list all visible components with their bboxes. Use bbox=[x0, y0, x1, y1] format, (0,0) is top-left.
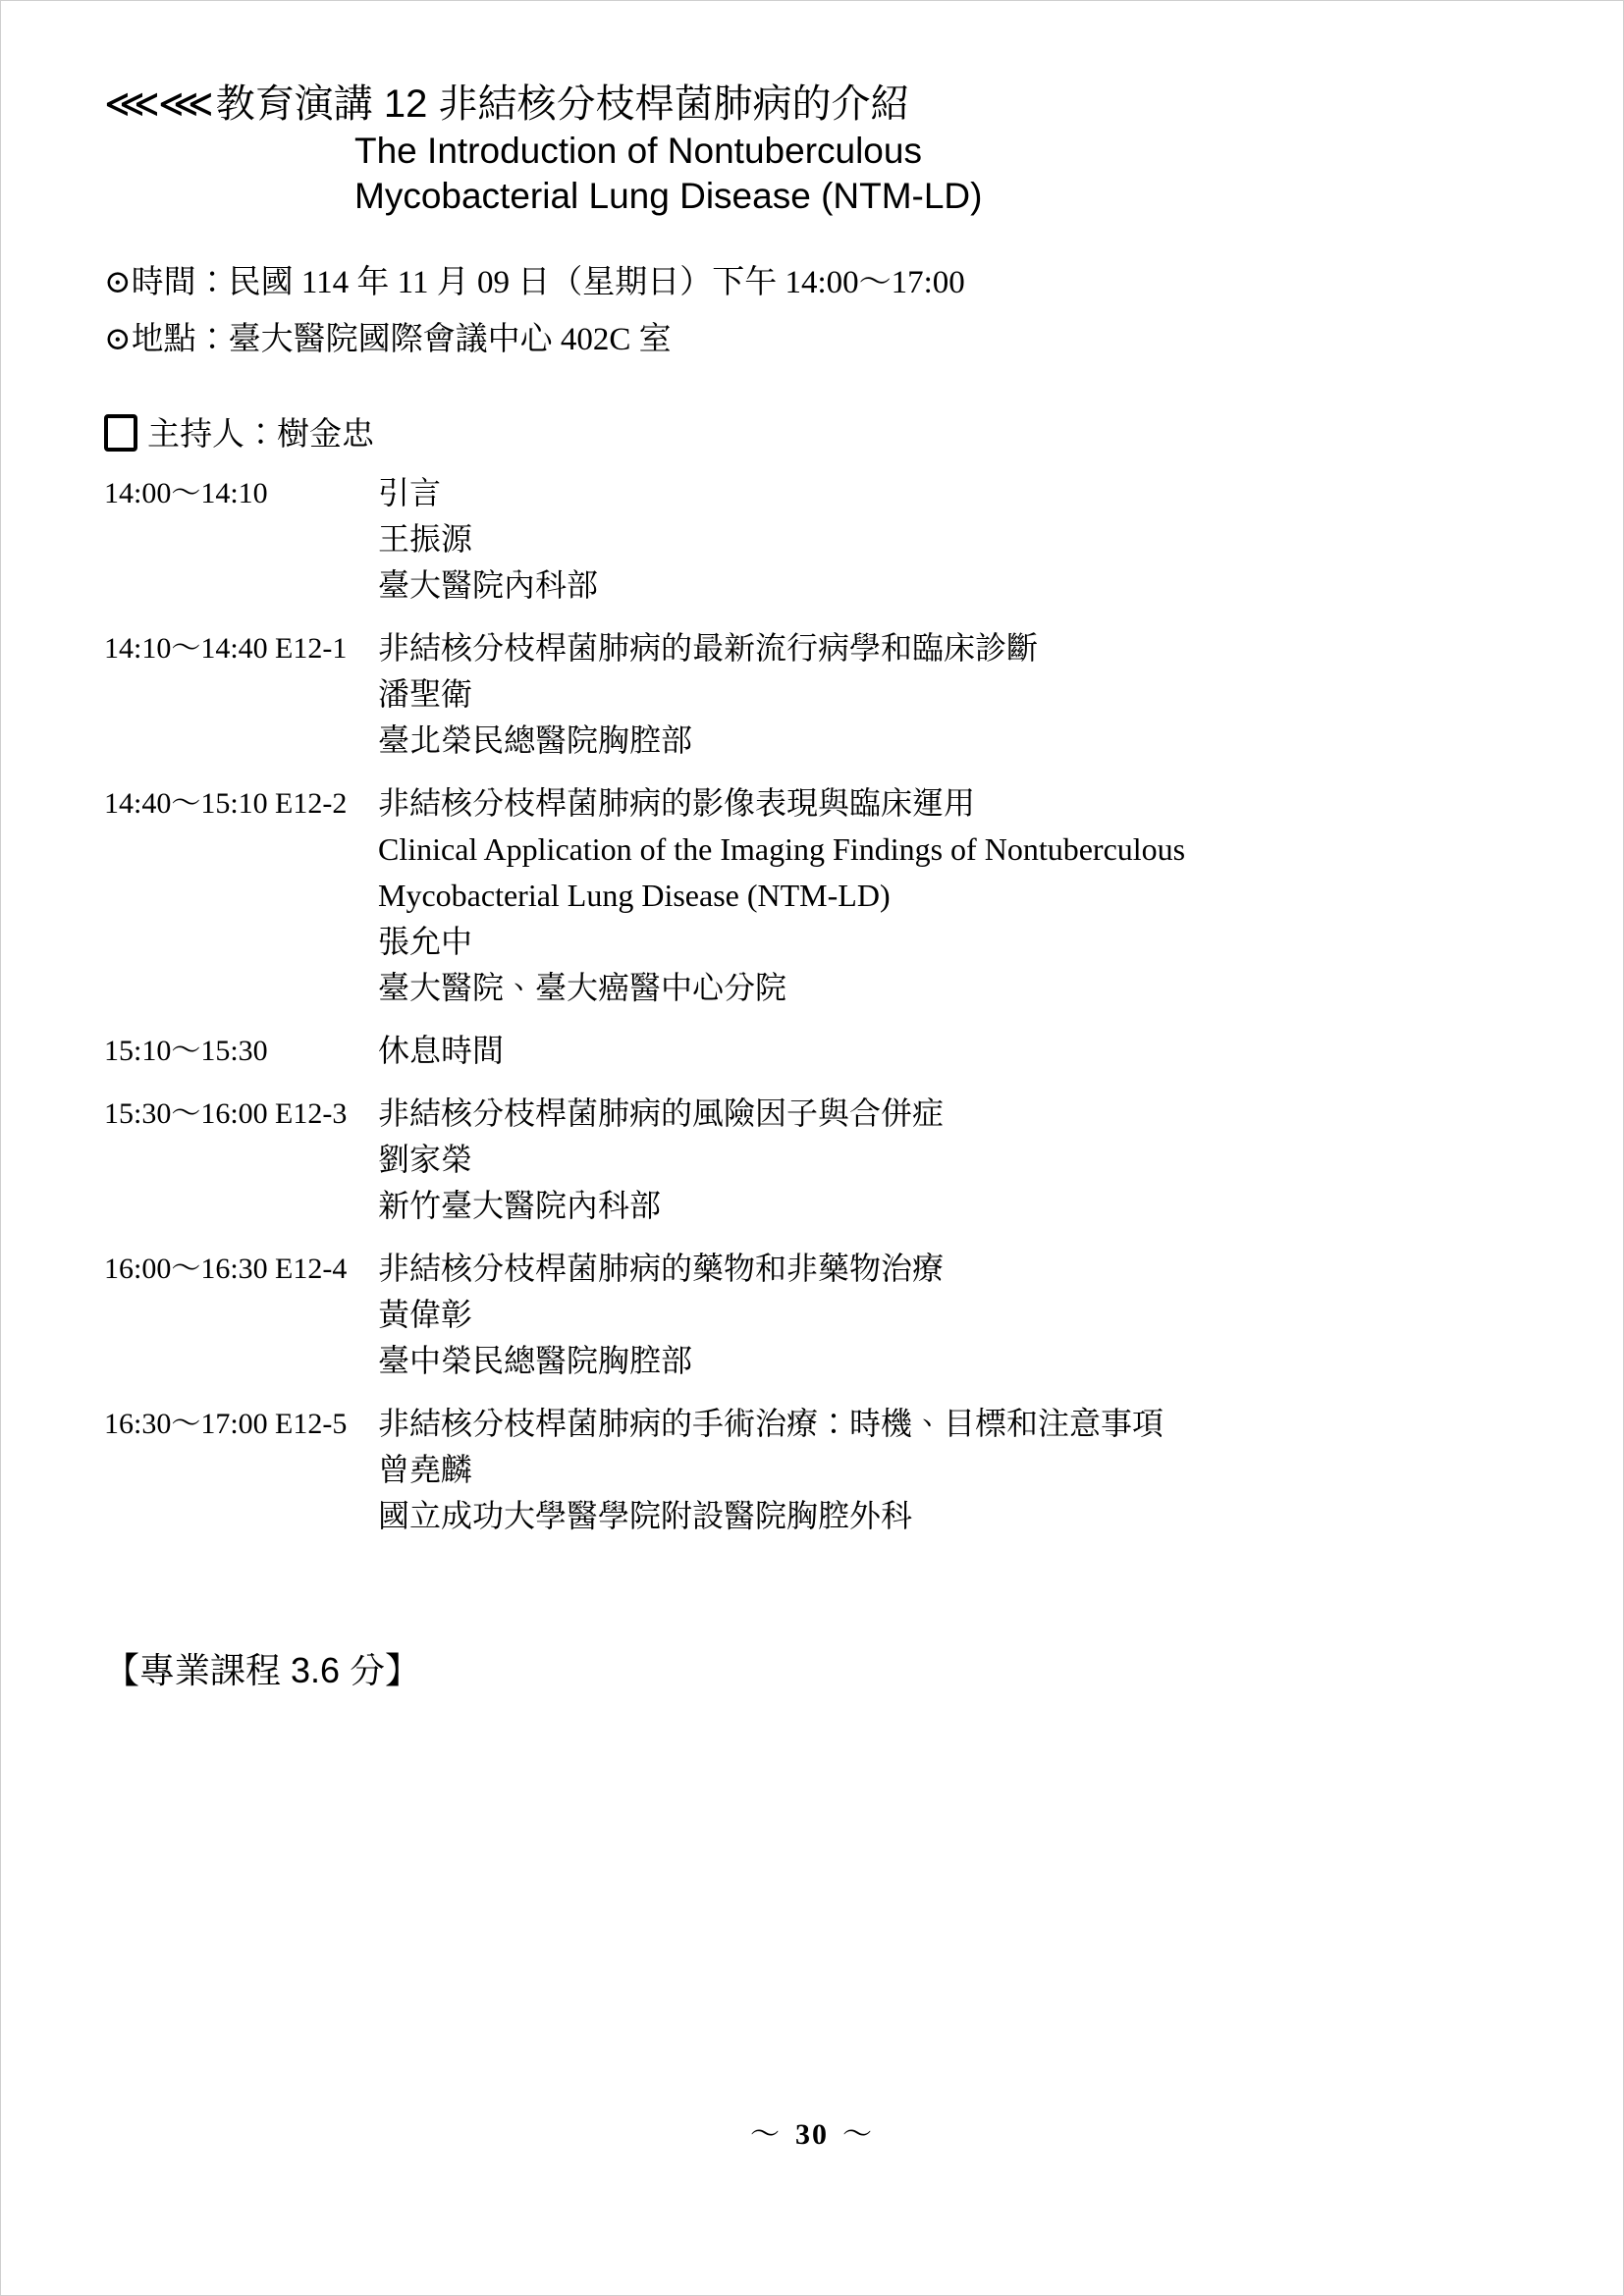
session-line: 劉家榮 bbox=[378, 1142, 473, 1177]
footer-tilde-right: ～ bbox=[842, 2118, 874, 2151]
schedule-row bbox=[104, 625, 1525, 764]
event-location-label: ⊙地點： bbox=[104, 322, 229, 357]
moderator-name: 樹金忠 bbox=[277, 417, 374, 453]
session-line: 王振源 bbox=[378, 521, 473, 557]
schedule-row bbox=[104, 470, 1525, 609]
session-time: 15:10～15:30 bbox=[104, 1035, 268, 1067]
session-details bbox=[378, 780, 1525, 1011]
session-line: 休息時間 bbox=[378, 1033, 505, 1068]
session-line: 臺中榮民總醫院胸腔部 bbox=[378, 1343, 693, 1378]
credit-note: 【專業課程 3.6 分】 bbox=[104, 1650, 421, 1690]
session-time: 16:30～17:00 bbox=[104, 1408, 268, 1440]
session-line: 黃偉彰 bbox=[378, 1297, 473, 1332]
session-code: E12-4 bbox=[275, 1253, 348, 1285]
session-line: Mycobacterial Lung Disease (NTM-LD) bbox=[378, 878, 891, 913]
session-line: 引言 bbox=[378, 475, 442, 510]
event-info bbox=[104, 254, 1525, 368]
session-code: E12-2 bbox=[275, 787, 348, 820]
event-location-line bbox=[104, 311, 1525, 368]
session-line: 非結核分枝桿菌肺病的最新流行病學和臨床診斷 bbox=[378, 630, 1039, 666]
session-line: 潘聖衛 bbox=[378, 676, 473, 712]
session-time: 14:00～14:10 bbox=[104, 477, 268, 509]
session-line: 臺大醫院、臺大癌醫中心分院 bbox=[378, 970, 787, 1005]
session-details bbox=[378, 1091, 1525, 1229]
footer-tilde-left: ～ bbox=[750, 2118, 782, 2151]
session-code: E12-1 bbox=[275, 632, 348, 665]
schedule-row bbox=[104, 1401, 1525, 1539]
session-line: 曾堯麟 bbox=[378, 1452, 473, 1487]
schedule-row bbox=[104, 1246, 1525, 1384]
session-line: 非結核分枝桿菌肺病的風險因子與合併症 bbox=[378, 1095, 945, 1131]
session-line: 國立成功大學醫學院附設醫院胸腔外科 bbox=[378, 1498, 913, 1533]
event-time-label: ⊙時間： bbox=[104, 265, 229, 300]
session-line: 新竹臺大醫院內科部 bbox=[378, 1188, 662, 1223]
session-time: 15:30～16:00 bbox=[104, 1097, 268, 1130]
session-code bbox=[275, 1028, 353, 1074]
session-line: 臺大醫院內科部 bbox=[378, 567, 599, 603]
event-location-value: 臺大醫院國際會議中心 402C 室 bbox=[228, 322, 672, 357]
session-code: E12-3 bbox=[275, 1097, 348, 1130]
session-code bbox=[275, 470, 353, 609]
session-code: E12-5 bbox=[275, 1408, 348, 1440]
session-line: 張允中 bbox=[378, 924, 473, 959]
event-time-value: 民國 114 年 11 月 09 日（星期日）下午 14:00～17:00 bbox=[228, 265, 965, 300]
square-bullet-icon bbox=[104, 414, 137, 452]
event-time-line bbox=[104, 254, 1525, 311]
session-line: 非結核分枝桿菌肺病的手術治療：時機、目標和注意事項 bbox=[378, 1406, 1164, 1441]
session-line: 臺北榮民總醫院胸腔部 bbox=[378, 722, 693, 758]
schedule bbox=[104, 470, 1525, 1539]
session-time: 14:40～15:10 bbox=[104, 787, 268, 820]
moderator-line bbox=[104, 413, 1525, 456]
page-subtitle bbox=[354, 129, 1525, 219]
session-time: 16:00～16:30 bbox=[104, 1253, 268, 1285]
session-details bbox=[378, 1401, 1525, 1539]
session-line: 非結核分枝桿菌肺病的影像表現與臨床運用 bbox=[378, 785, 976, 821]
schedule-row bbox=[104, 780, 1525, 1011]
page-footer bbox=[1, 2109, 1623, 2153]
page-number: 30 bbox=[795, 2118, 829, 2151]
session-time: 14:10～14:40 bbox=[104, 632, 268, 665]
session-line: 非結核分枝桿菌肺病的藥物和非藥物治療 bbox=[378, 1251, 945, 1286]
schedule-row bbox=[104, 1028, 1525, 1074]
session-line: Clinical Application of the Imaging Findings of Nontuberculous bbox=[378, 831, 1186, 867]
page-subtitle-line2: Mycobacterial Lung Disease (NTM-LD) bbox=[354, 176, 983, 216]
session-details bbox=[378, 625, 1525, 764]
session-details bbox=[378, 1246, 1525, 1384]
page-title-text: 教育演講 12 非結核分枝桿菌肺病的介紹 bbox=[215, 82, 910, 126]
schedule-row bbox=[104, 1091, 1525, 1229]
chevrons-icon: ⋘⋘ bbox=[104, 82, 212, 126]
session-details bbox=[378, 470, 1525, 609]
page-subtitle-line1: The Introduction of Nontuberculous bbox=[354, 131, 922, 171]
moderator-label: 主持人： bbox=[147, 417, 277, 453]
session-details bbox=[378, 1028, 1525, 1074]
page-title bbox=[104, 81, 1525, 127]
